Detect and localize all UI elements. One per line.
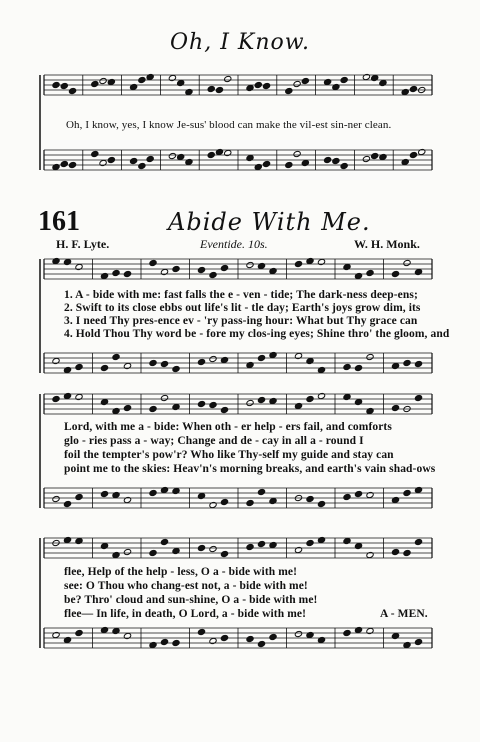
note-head bbox=[63, 258, 71, 265]
note-head bbox=[112, 491, 120, 498]
note-head bbox=[172, 265, 180, 272]
note-head bbox=[100, 490, 108, 497]
note-head bbox=[391, 270, 399, 277]
note-head bbox=[172, 403, 180, 410]
verse-line: 2. Swift to its close ebbs out life's lit - tle day; Earth's joys grow dim, its bbox=[64, 302, 421, 314]
note-head bbox=[52, 357, 60, 364]
verse-line: Lord, with me a - bide: When oth - er help - ers fail, and comforts bbox=[64, 421, 392, 433]
note-head bbox=[317, 536, 325, 543]
note-head bbox=[293, 80, 301, 87]
note-head bbox=[172, 487, 180, 494]
note-head bbox=[172, 365, 180, 372]
note-head bbox=[257, 488, 265, 495]
note-head bbox=[401, 158, 409, 165]
note-head bbox=[371, 74, 379, 81]
note-head bbox=[112, 407, 120, 414]
note-head bbox=[366, 491, 374, 498]
note-head bbox=[112, 353, 120, 360]
note-head bbox=[257, 396, 265, 403]
note-head bbox=[332, 157, 340, 164]
note-head bbox=[294, 260, 302, 267]
note-head bbox=[246, 543, 254, 550]
note-head bbox=[197, 358, 205, 365]
note-head bbox=[209, 637, 217, 644]
hymn-title-2: Abide With Me. bbox=[168, 208, 371, 236]
note-head bbox=[379, 79, 387, 86]
note-head bbox=[63, 366, 71, 373]
note-head bbox=[366, 627, 374, 634]
note-head bbox=[197, 400, 205, 407]
note-head bbox=[262, 82, 270, 89]
note-head bbox=[75, 493, 83, 500]
note-head bbox=[112, 269, 120, 276]
note-head bbox=[285, 161, 293, 168]
note-head bbox=[99, 159, 107, 166]
note-head bbox=[340, 162, 348, 169]
note-head bbox=[215, 86, 223, 93]
note-head bbox=[68, 161, 76, 168]
note-head bbox=[343, 629, 351, 636]
note-head bbox=[149, 549, 157, 556]
note-head bbox=[138, 76, 146, 83]
note-head bbox=[269, 541, 277, 548]
note-head bbox=[246, 84, 254, 91]
note-head bbox=[197, 492, 205, 499]
note-head bbox=[306, 357, 314, 364]
note-head bbox=[209, 501, 217, 508]
note-head bbox=[63, 536, 71, 543]
note-head bbox=[246, 635, 254, 642]
verse-line: point me to the skies: Heav'n's morning breaks, and earth's vain shad-ows bbox=[64, 463, 436, 475]
note-head bbox=[332, 83, 340, 90]
note-head bbox=[317, 636, 325, 643]
note-head bbox=[100, 272, 108, 279]
note-head bbox=[285, 87, 293, 94]
note-head bbox=[362, 73, 370, 80]
note-head bbox=[197, 266, 205, 273]
note-head bbox=[371, 152, 379, 159]
note-head bbox=[112, 551, 120, 558]
note-head bbox=[63, 500, 71, 507]
note-head bbox=[354, 272, 362, 279]
verse-line: flee, Help of the help - less, O a - bide with me! bbox=[64, 566, 298, 578]
note-head bbox=[207, 151, 215, 158]
note-head bbox=[418, 148, 426, 155]
note-head bbox=[149, 359, 157, 366]
note-head bbox=[149, 405, 157, 412]
note-head bbox=[160, 486, 168, 493]
note-head bbox=[220, 356, 228, 363]
note-head bbox=[317, 500, 325, 507]
verse-line: 4. Hold Thou Thy word be - fore my clos-ing eyes; Shine thro' the gloom, and bbox=[64, 328, 450, 340]
hymn-title: Oh, I Know. bbox=[170, 30, 310, 55]
note-head bbox=[63, 392, 71, 399]
note-head bbox=[75, 393, 83, 400]
note-head bbox=[130, 157, 138, 164]
note-head bbox=[343, 363, 351, 370]
note-head bbox=[254, 163, 262, 170]
verse-line: be? Thro' cloud and sun-shine, O a - bide with me! bbox=[64, 594, 318, 606]
note-head bbox=[414, 268, 422, 275]
note-head bbox=[366, 551, 374, 558]
verse-line: 3. I need Thy pres-ence ev - 'ry pass-ing hour: What but Thy grace can bbox=[64, 315, 418, 327]
note-head bbox=[366, 407, 374, 414]
note-head bbox=[391, 632, 399, 639]
note-head bbox=[107, 156, 115, 163]
note-head bbox=[301, 77, 309, 84]
note-head bbox=[294, 402, 302, 409]
note-head bbox=[354, 364, 362, 371]
note-head bbox=[391, 496, 399, 503]
note-head bbox=[269, 497, 277, 504]
hymn-number: 161 bbox=[38, 206, 80, 237]
note-head bbox=[160, 394, 168, 401]
note-head bbox=[112, 627, 120, 634]
note-head bbox=[246, 154, 254, 161]
note-head bbox=[75, 263, 83, 270]
note-head bbox=[403, 489, 411, 496]
note-head bbox=[60, 160, 68, 167]
note-head bbox=[197, 628, 205, 635]
note-head bbox=[91, 150, 99, 157]
note-head bbox=[257, 540, 265, 547]
note-head bbox=[52, 257, 60, 264]
hymn1-lyric: Oh, I know, yes, I know Je-sus' blood can make the vil-est sin-ner clean. bbox=[66, 119, 392, 131]
note-head bbox=[160, 268, 168, 275]
note-head bbox=[306, 631, 314, 638]
note-head bbox=[123, 632, 131, 639]
note-head bbox=[301, 159, 309, 166]
note-head bbox=[209, 401, 217, 408]
note-head bbox=[75, 537, 83, 544]
note-head bbox=[52, 81, 60, 88]
note-head bbox=[414, 394, 422, 401]
note-head bbox=[293, 150, 301, 157]
note-head bbox=[343, 493, 351, 500]
note-head bbox=[343, 393, 351, 400]
note-head bbox=[246, 261, 254, 268]
note-head bbox=[317, 366, 325, 373]
note-head bbox=[68, 87, 76, 94]
note-head bbox=[209, 545, 217, 552]
note-head bbox=[138, 162, 146, 169]
note-head bbox=[403, 641, 411, 648]
note-head bbox=[172, 547, 180, 554]
note-head bbox=[63, 636, 71, 643]
note-head bbox=[391, 362, 399, 369]
note-head bbox=[343, 537, 351, 544]
note-head bbox=[123, 362, 131, 369]
note-head bbox=[91, 80, 99, 87]
note-head bbox=[123, 404, 131, 411]
note-head bbox=[366, 353, 374, 360]
note-head bbox=[52, 495, 60, 502]
verse-line: flee— In life, in death, O Lord, a - bide with me! bbox=[64, 608, 307, 620]
note-head bbox=[197, 544, 205, 551]
note-head bbox=[52, 395, 60, 402]
note-head bbox=[99, 77, 107, 84]
note-head bbox=[269, 351, 277, 358]
note-head bbox=[354, 626, 362, 633]
note-head bbox=[220, 634, 228, 641]
note-head bbox=[52, 631, 60, 638]
note-head bbox=[324, 78, 332, 85]
note-head bbox=[207, 85, 215, 92]
note-head bbox=[149, 641, 157, 648]
note-head bbox=[269, 633, 277, 640]
note-head bbox=[409, 151, 417, 158]
note-head bbox=[224, 75, 232, 82]
note-head bbox=[317, 392, 325, 399]
note-head bbox=[269, 397, 277, 404]
note-head bbox=[391, 404, 399, 411]
note-head bbox=[215, 148, 223, 155]
note-head bbox=[354, 490, 362, 497]
note-head bbox=[403, 259, 411, 266]
note-head bbox=[100, 542, 108, 549]
note-head bbox=[306, 495, 314, 502]
note-head bbox=[391, 548, 399, 555]
note-head bbox=[324, 156, 332, 163]
note-head bbox=[100, 364, 108, 371]
note-head bbox=[366, 269, 374, 276]
note-head bbox=[160, 360, 168, 367]
note-head bbox=[246, 361, 254, 368]
note-head bbox=[269, 267, 277, 274]
note-head bbox=[306, 257, 314, 264]
note-head bbox=[343, 263, 351, 270]
note-head bbox=[60, 82, 68, 89]
note-head bbox=[177, 79, 185, 86]
note-head bbox=[414, 638, 422, 645]
note-head bbox=[185, 88, 193, 95]
note-head bbox=[100, 398, 108, 405]
note-head bbox=[160, 538, 168, 545]
note-head bbox=[409, 85, 417, 92]
note-head bbox=[123, 270, 131, 277]
note-head bbox=[354, 542, 362, 549]
verse-line: foil the tempter's pow'r? Who like Thy-self my guide and stay can bbox=[64, 449, 394, 461]
note-head bbox=[220, 264, 228, 271]
composer: W. H. Monk. bbox=[354, 237, 420, 251]
note-head bbox=[414, 538, 422, 545]
author: H. F. Lyte. bbox=[56, 237, 110, 251]
note-head bbox=[354, 398, 362, 405]
note-head bbox=[362, 155, 370, 162]
note-head bbox=[123, 548, 131, 555]
note-head bbox=[403, 549, 411, 556]
note-head bbox=[146, 73, 154, 80]
note-head bbox=[294, 352, 302, 359]
note-head bbox=[168, 74, 176, 81]
note-head bbox=[75, 629, 83, 636]
tune-meter: Eventide. 10s. bbox=[200, 237, 268, 251]
note-head bbox=[149, 259, 157, 266]
note-head bbox=[294, 630, 302, 637]
note-head bbox=[306, 539, 314, 546]
note-head bbox=[257, 354, 265, 361]
note-head bbox=[224, 149, 232, 156]
note-head bbox=[257, 640, 265, 647]
note-head bbox=[220, 406, 228, 413]
note-head bbox=[185, 158, 193, 165]
verse-line: 1. A - bide with me: fast falls the e - ven - tide; The dark-ness deep-ens; bbox=[64, 289, 418, 301]
note-head bbox=[379, 153, 387, 160]
note-head bbox=[168, 152, 176, 159]
amen-label: A - MEN. bbox=[380, 608, 428, 620]
note-head bbox=[414, 486, 422, 493]
note-head bbox=[403, 359, 411, 366]
note-head bbox=[401, 88, 409, 95]
note-head bbox=[146, 155, 154, 162]
note-head bbox=[177, 153, 185, 160]
note-head bbox=[209, 355, 217, 362]
note-head bbox=[130, 83, 138, 90]
note-head bbox=[257, 262, 265, 269]
note-head bbox=[262, 160, 270, 167]
note-head bbox=[209, 271, 217, 278]
note-head bbox=[107, 78, 115, 85]
note-head bbox=[172, 639, 180, 646]
verse-line: see: O Thou who chang-est not, a - bide with me! bbox=[64, 580, 308, 592]
note-head bbox=[246, 499, 254, 506]
note-head bbox=[123, 496, 131, 503]
note-head bbox=[149, 489, 157, 496]
note-head bbox=[254, 81, 262, 88]
note-head bbox=[52, 163, 60, 170]
note-head bbox=[160, 638, 168, 645]
note-head bbox=[220, 550, 228, 557]
note-head bbox=[100, 626, 108, 633]
note-head bbox=[317, 258, 325, 265]
note-head bbox=[306, 395, 314, 402]
note-head bbox=[220, 498, 228, 505]
note-head bbox=[294, 546, 302, 553]
note-head bbox=[414, 360, 422, 367]
note-head bbox=[340, 76, 348, 83]
note-head bbox=[75, 363, 83, 370]
verse-line: glo - ries pass a - way; Change and de - cay in all a - round I bbox=[64, 435, 364, 447]
note-head bbox=[246, 399, 254, 406]
